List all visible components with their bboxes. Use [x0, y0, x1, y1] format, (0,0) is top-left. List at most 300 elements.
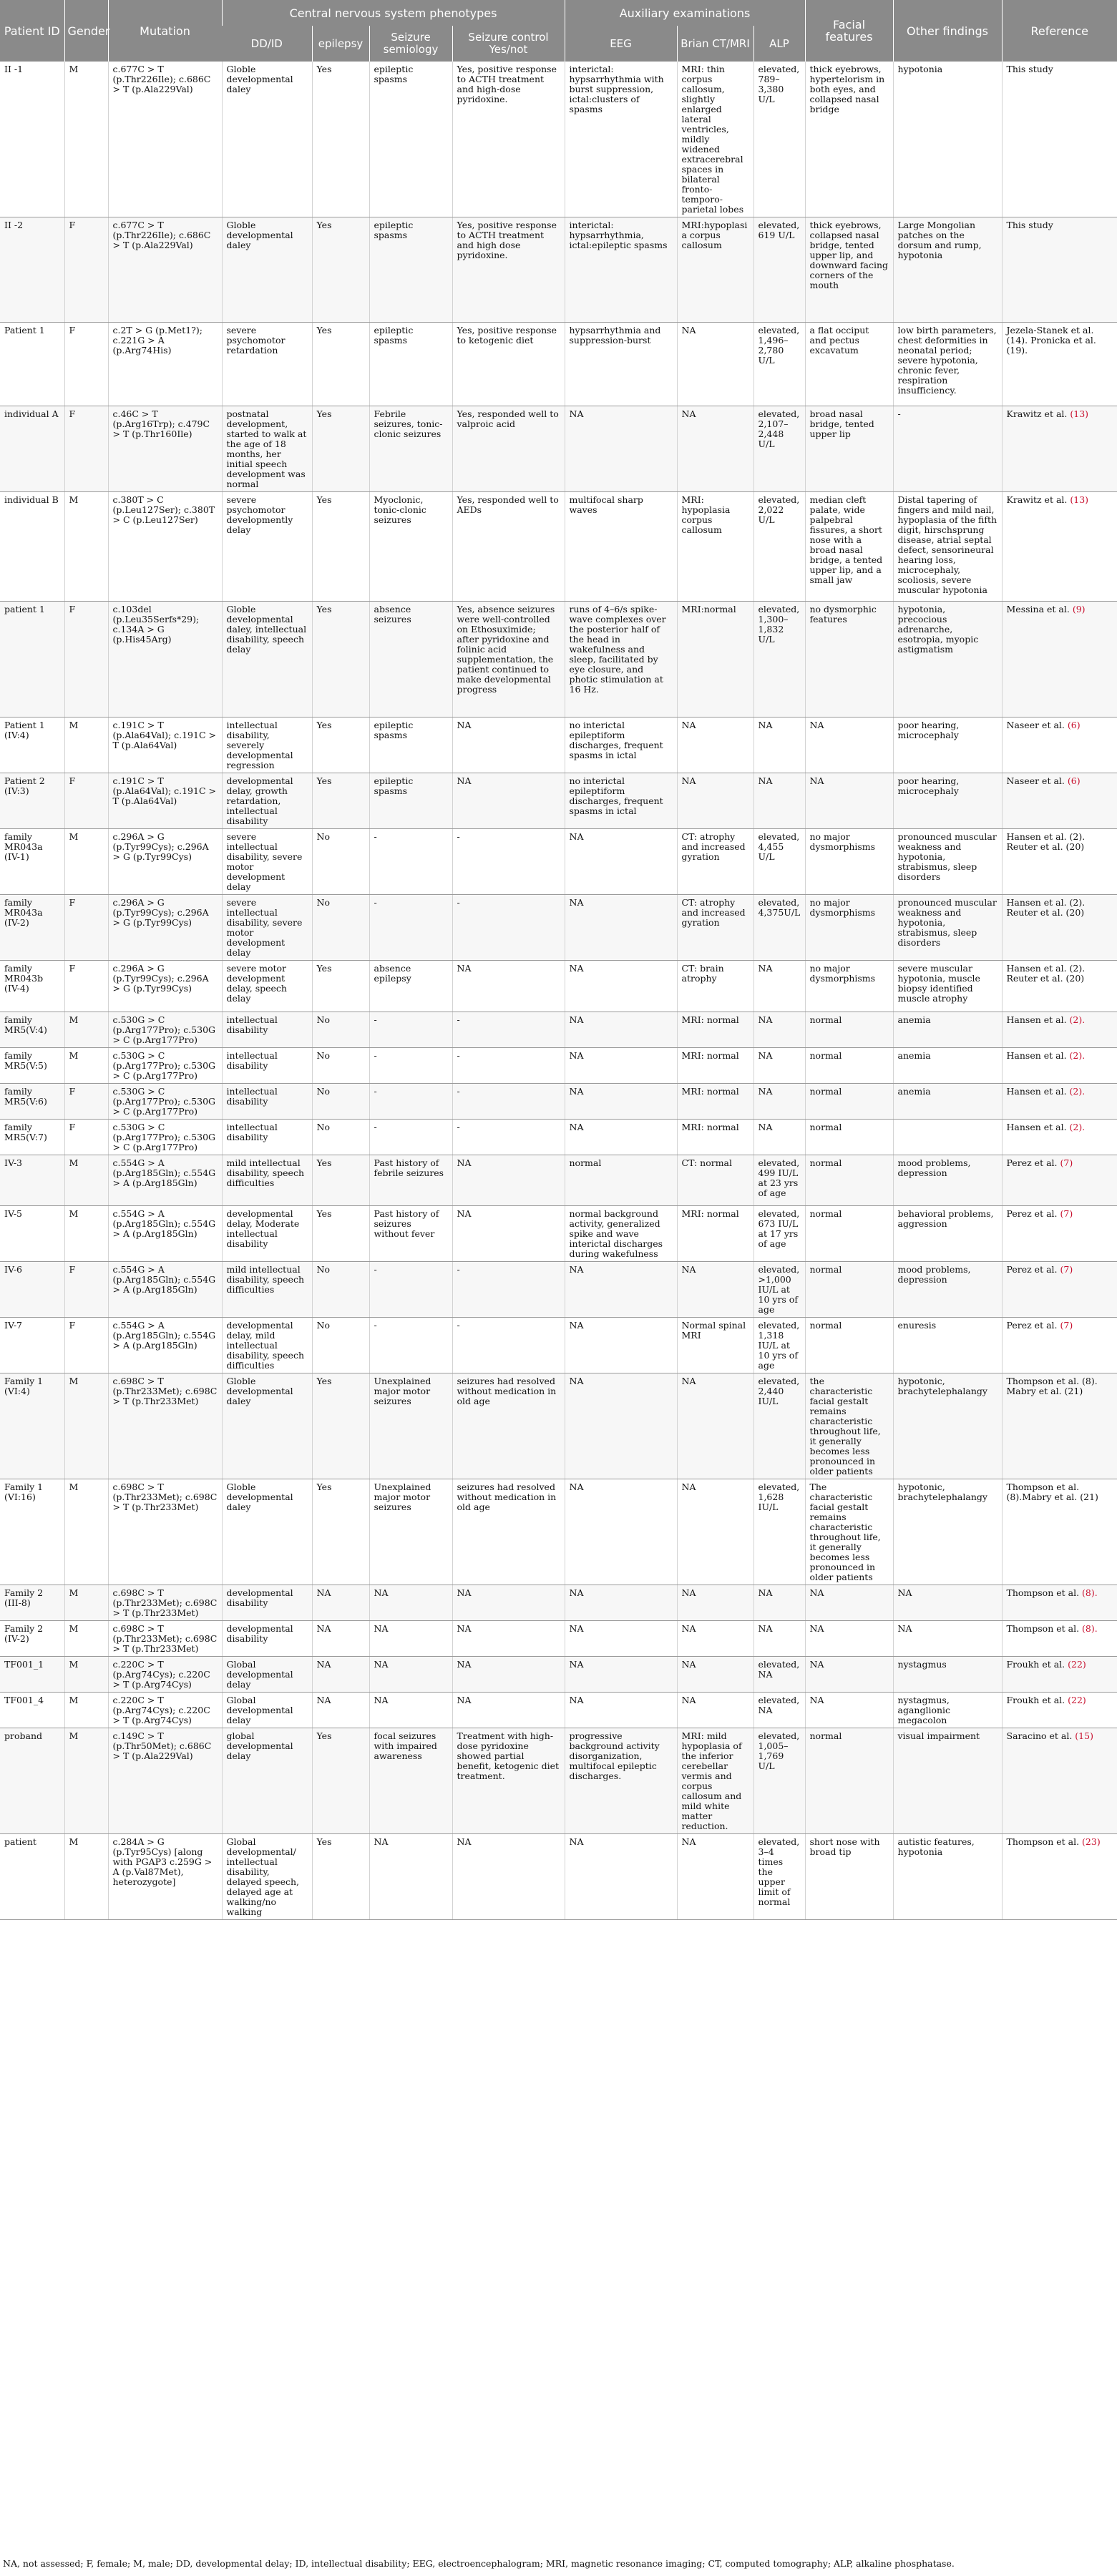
cell-reference — [1002, 961, 1117, 1012]
cell-id: proband — [0, 1728, 64, 1834]
header-other: Other findings — [893, 0, 1002, 62]
cell-id: Patient 2 (IV:3) — [0, 773, 64, 829]
cell-semiology: epileptic spasms — [369, 62, 452, 217]
table-row — [0, 1585, 1117, 1621]
table-row — [0, 1206, 1117, 1262]
table-row — [0, 1373, 1117, 1479]
cell-mutation: c.677C > T (p.Thr226Ile); c.686C > T (p.Ala229Val) — [108, 217, 222, 323]
reference-citation-link[interactable]: (13) — [1070, 408, 1089, 419]
cell-id: Family 1 (VI:16) — [0, 1479, 64, 1585]
reference-text: Froukh et al. — [1006, 1695, 1065, 1705]
cell-id: IV-7 — [0, 1318, 64, 1373]
reference-text: Jezela-Stanek et al. (14). Pronicka et al. (19). — [1006, 325, 1096, 356]
cell-brain: CT: atrophy and increased gyration — [677, 829, 753, 895]
cell-semiology: - — [369, 1084, 452, 1120]
cell-other: visual impairment — [893, 1728, 1002, 1834]
cell-other: anemia — [893, 1012, 1002, 1048]
cell-facial: normal — [805, 1262, 893, 1318]
header-ddid: DD/ID — [222, 26, 312, 62]
cell-ddid: Globle developmental daley — [222, 1373, 312, 1479]
cell-control: seizures had resolved without medication in old age — [452, 1373, 565, 1479]
cell-other: - — [893, 406, 1002, 492]
cell-id: individual A — [0, 406, 64, 492]
cell-epilepsy: Yes — [312, 1479, 369, 1585]
reference-citation-link[interactable]: (2). — [1069, 1014, 1086, 1025]
cell-alp: NA — [753, 718, 805, 773]
cell-alp: NA — [753, 773, 805, 829]
cell-facial: NA — [805, 1657, 893, 1693]
cell-ddid: intellectual disability, severely developmental regression — [222, 718, 312, 773]
cell-semiology: NA — [369, 1585, 452, 1621]
reference-citation-link[interactable]: (2). — [1069, 1122, 1086, 1132]
cell-reference — [1002, 718, 1117, 773]
cell-eeg: NA — [565, 1262, 677, 1318]
cell-id: family MR5(V:5) — [0, 1048, 64, 1084]
table-row — [0, 323, 1117, 406]
cell-gender: M — [64, 1621, 108, 1657]
header-alp: ALP — [753, 26, 805, 62]
cell-alp: elevated, 3–4 times the upper limit of normal — [753, 1834, 805, 1920]
reference-text: Perez et al. — [1006, 1320, 1058, 1331]
cell-eeg: NA — [565, 406, 677, 492]
cell-reference — [1002, 1373, 1117, 1479]
cell-other — [893, 1120, 1002, 1155]
table-row — [0, 1084, 1117, 1120]
cell-ddid: intellectual disability — [222, 1012, 312, 1048]
cell-control: Yes, responded well to AEDs — [452, 492, 565, 602]
reference-text: Hansen et al. — [1006, 1122, 1067, 1132]
table-body — [0, 62, 1117, 1920]
reference-citation-link[interactable]: (8). — [1082, 1623, 1098, 1634]
cell-semiology: NA — [369, 1834, 452, 1920]
cell-mutation: c.296A > G (p.Tyr99Cys); c.296A > G (p.Tyr99Cys) — [108, 895, 222, 961]
cell-gender: F — [64, 1084, 108, 1120]
cell-eeg: multifocal sharp waves — [565, 492, 677, 602]
cell-mutation: c.46C > T (p.Arg16Trp); c.479C > T (p.Thr160Ile) — [108, 406, 222, 492]
reference-text: Hansen et al. — [1006, 1050, 1067, 1061]
cell-semiology: - — [369, 1262, 452, 1318]
cell-id: IV-3 — [0, 1155, 64, 1206]
cell-alp: elevated, 4,455 U/L — [753, 829, 805, 895]
reference-citation-link[interactable]: (22) — [1068, 1695, 1086, 1705]
reference-text: Saracino et al. — [1006, 1730, 1073, 1741]
header-mutation: Mutation — [108, 0, 222, 62]
cell-facial: NA — [805, 718, 893, 773]
cell-reference — [1002, 602, 1117, 718]
cell-eeg: interictal: hypsarrhythmia, ictal:epileptic spasms — [565, 217, 677, 323]
cell-other: nystagmus — [893, 1657, 1002, 1693]
cell-reference — [1002, 1084, 1117, 1120]
cell-eeg: NA — [565, 1693, 677, 1728]
cell-mutation: c.698C > T (p.Thr233Met); c.698C > T (p.Thr233Met) — [108, 1621, 222, 1657]
cell-reference — [1002, 1621, 1117, 1657]
cell-mutation: c.698C > T (p.Thr233Met); c.698C > T (p.Thr233Met) — [108, 1585, 222, 1621]
reference-text: Krawitz et al. — [1006, 408, 1068, 419]
cell-semiology: - — [369, 1318, 452, 1373]
reference-text: Hansen et al. — [1006, 1014, 1067, 1025]
cell-control: - — [452, 1318, 565, 1373]
reference-citation-link[interactable]: (8). — [1082, 1587, 1098, 1598]
reference-citation-link[interactable]: (9) — [1072, 604, 1086, 614]
cell-ddid: developmental delay, mild intellectual disability, speech difficulties — [222, 1318, 312, 1373]
cell-gender: M — [64, 1012, 108, 1048]
reference-citation-link[interactable]: (6) — [1067, 720, 1081, 730]
cell-epilepsy: No — [312, 829, 369, 895]
cell-control: NA — [452, 1657, 565, 1693]
cell-other: poor hearing, microcephaly — [893, 773, 1002, 829]
cell-brain: Normal spinal MRI — [677, 1318, 753, 1373]
cell-gender: M — [64, 1206, 108, 1262]
cell-eeg: NA — [565, 1479, 677, 1585]
cell-alp: elevated, NA — [753, 1657, 805, 1693]
cell-control: Yes, responded well to valproic acid — [452, 406, 565, 492]
cell-id: individual B — [0, 492, 64, 602]
cell-other: NA — [893, 1621, 1002, 1657]
cell-facial: thick eyebrows, hypertelorism in both eyes, and collapsed nasal bridge — [805, 62, 893, 217]
cell-brain: NA — [677, 1834, 753, 1920]
cell-brain: MRI:normal — [677, 602, 753, 718]
cell-ddid: Global developmental/ intellectual disability, delayed speech, delayed age at walking/no walking — [222, 1834, 312, 1920]
cell-brain: CT: brain atrophy — [677, 961, 753, 1012]
cell-brain: MRI: mild hypoplasia of the inferior cerebellar vermis and corpus callosum and mild white matter reduction. — [677, 1728, 753, 1834]
cell-alp: elevated, 2,440 IU/L — [753, 1373, 805, 1479]
cell-control: - — [452, 1012, 565, 1048]
cell-epilepsy: Yes — [312, 1834, 369, 1920]
cell-alp: elevated, 1,005–1,769 U/L — [753, 1728, 805, 1834]
cell-brain: NA — [677, 718, 753, 773]
cell-facial: the characteristic facial gestalt remains characteristic throughout life, it generally becomes less pronounced in older patients — [805, 1373, 893, 1479]
cell-control: NA — [452, 1585, 565, 1621]
cell-other: enuresis — [893, 1318, 1002, 1373]
reference-citation-link[interactable]: (15) — [1075, 1730, 1093, 1741]
table-footnote: NA, not assessed; F, female; M, male; DD, developmental delay; ID, intellectual disability; EEG, electroencephalogram; MRI, magnetic resonance imaging; CT, computed tomography; ALP, alkaline phosphatase. — [3, 2558, 955, 2569]
cell-eeg: NA — [565, 1012, 677, 1048]
cell-epilepsy: Yes — [312, 1206, 369, 1262]
cell-eeg: normal — [565, 1155, 677, 1206]
cell-id: Patient 1 (IV:4) — [0, 718, 64, 773]
reference-text: Perez et al. — [1006, 1208, 1058, 1219]
cell-semiology: Myoclonic, tonic-clonic seizures — [369, 492, 452, 602]
cell-gender: F — [64, 961, 108, 1012]
cell-gender: M — [64, 492, 108, 602]
header-facial: Facial features — [805, 0, 893, 62]
reference-citation-link[interactable]: (13) — [1070, 494, 1089, 505]
table-row — [0, 1262, 1117, 1318]
cell-mutation: c.530G > C (p.Arg177Pro); c.530G > C (p.Arg177Pro) — [108, 1120, 222, 1155]
cell-brain: MRI: normal — [677, 1206, 753, 1262]
cell-brain: MRI: normal — [677, 1084, 753, 1120]
cell-eeg: runs of 4–6/s spike-wave complexes over the posterior half of the head in wakefulness and sleep, facilitated by eye closure, and photic stimulation at 16 Hz. — [565, 602, 677, 718]
cell-other: pronounced muscular weakness and hypotonia, strabismus, sleep disorders — [893, 829, 1002, 895]
cell-gender: M — [64, 1728, 108, 1834]
header-aux-group: Auxiliary examinations — [565, 0, 805, 26]
cell-alp: NA — [753, 961, 805, 1012]
cell-alp: elevated, 499 IU/L at 23 yrs of age — [753, 1155, 805, 1206]
cell-mutation: c.554G > A (p.Arg185Gln); c.554G > A (p.Arg185Gln) — [108, 1155, 222, 1206]
cell-mutation: c.530G > C (p.Arg177Pro); c.530G > C (p.Arg177Pro) — [108, 1084, 222, 1120]
cell-reference — [1002, 1048, 1117, 1084]
cell-reference — [1002, 217, 1117, 323]
cell-ddid: severe intellectual disability, severe motor development delay — [222, 895, 312, 961]
table-row — [0, 1728, 1117, 1834]
cell-eeg: interictal: hypsarrhythmia with burst suppression, ictal:clusters of spasms — [565, 62, 677, 217]
cell-ddid: intellectual disability — [222, 1048, 312, 1084]
cell-gender: F — [64, 895, 108, 961]
cell-epilepsy: Yes — [312, 773, 369, 829]
cell-gender: M — [64, 1693, 108, 1728]
cell-gender: M — [64, 1834, 108, 1920]
cell-eeg: NA — [565, 1120, 677, 1155]
reference-citation-link[interactable]: (2). — [1069, 1086, 1086, 1097]
cell-semiology: NA — [369, 1657, 452, 1693]
cell-mutation: c.698C > T (p.Thr233Met); c.698C > T (p.Thr233Met) — [108, 1373, 222, 1479]
table-row — [0, 1657, 1117, 1693]
cell-epilepsy: Yes — [312, 1373, 369, 1479]
cell-other: anemia — [893, 1048, 1002, 1084]
cell-gender: F — [64, 1120, 108, 1155]
cell-id: family MR043a (IV-2) — [0, 895, 64, 961]
header-eeg: EEG — [565, 26, 677, 62]
cell-other: NA — [893, 1585, 1002, 1621]
cell-other: mood problems, depression — [893, 1155, 1002, 1206]
reference-citation-link[interactable]: (2). — [1069, 1050, 1086, 1061]
cell-alp: elevated, 1,300–1,832 U/L — [753, 602, 805, 718]
cell-epilepsy: Yes — [312, 1728, 369, 1834]
reference-citation-link[interactable]: (7) — [1060, 1320, 1073, 1331]
table-row — [0, 1693, 1117, 1728]
cell-alp: NA — [753, 1585, 805, 1621]
cell-epilepsy: No — [312, 1012, 369, 1048]
cell-ddid: intellectual disability — [222, 1120, 312, 1155]
table-row — [0, 492, 1117, 602]
cell-epilepsy: No — [312, 1262, 369, 1318]
reference-text: Perez et al. — [1006, 1264, 1058, 1275]
cell-alp: elevated, 619 U/L — [753, 217, 805, 323]
cell-reference — [1002, 1120, 1117, 1155]
cell-epilepsy: Yes — [312, 217, 369, 323]
cell-eeg: NA — [565, 1373, 677, 1479]
cell-brain: NA — [677, 1262, 753, 1318]
cell-ddid: Globle developmental daley — [222, 217, 312, 323]
cell-control: Treatment with high-dose pyridoxine showed partial benefit, ketogenic diet treatment. — [452, 1728, 565, 1834]
cell-other: autistic features, hypotonia — [893, 1834, 1002, 1920]
cell-mutation: c.220C > T (p.Arg74Cys); c.220C > T (p.Arg74Cys) — [108, 1657, 222, 1693]
table-row — [0, 1048, 1117, 1084]
reference-citation-link[interactable]: (7) — [1060, 1157, 1073, 1168]
cell-facial: The characteristic facial gestalt remains characteristic throughout life, it generally becomes less pronounced in older patients — [805, 1479, 893, 1585]
reference-text: Perez et al. — [1006, 1157, 1058, 1168]
cell-alp: elevated, 1,496–2,780 U/L — [753, 323, 805, 406]
cell-alp: NA — [753, 1621, 805, 1657]
reference-text: Thompson et al. (8).Mabry et al. (21) — [1006, 1482, 1098, 1502]
header-cns-group: Central nervous system phenotypes — [222, 0, 565, 26]
cell-ddid: mild intellectual disability, speech difficulties — [222, 1155, 312, 1206]
cell-mutation: c.220C > T (p.Arg74Cys); c.220C > T (p.Arg74Cys) — [108, 1693, 222, 1728]
cell-facial: normal — [805, 1120, 893, 1155]
cell-facial: normal — [805, 1318, 893, 1373]
cell-mutation: c.677C > T (p.Thr226Ile); c.686C > T (p.Ala229Val) — [108, 62, 222, 217]
cell-eeg: hypsarrhythmia and suppression-burst — [565, 323, 677, 406]
cell-eeg: NA — [565, 961, 677, 1012]
cell-control: NA — [452, 961, 565, 1012]
cell-gender: M — [64, 1155, 108, 1206]
cell-ddid: Globle developmental daley — [222, 62, 312, 217]
cell-epilepsy: Yes — [312, 961, 369, 1012]
cell-ddid: severe psychomotor retardation — [222, 323, 312, 406]
reference-text: Hansen et al. (2). Reuter et al. (20) — [1006, 963, 1086, 984]
cell-mutation: c.191C > T (p.Ala64Val); c.191C > T (p.Ala64Val) — [108, 773, 222, 829]
cell-gender: F — [64, 1318, 108, 1373]
reference-text: Krawitz et al. — [1006, 494, 1068, 505]
cell-ddid: intellectual disability — [222, 1084, 312, 1120]
cell-other: anemia — [893, 1084, 1002, 1120]
cell-mutation: c.2T > G (p.Met1?); c.221G > A (p.Arg74His) — [108, 323, 222, 406]
table-row — [0, 829, 1117, 895]
table-row — [0, 1834, 1117, 1920]
cell-control: Yes, positive response to ACTH treatment and high-dose pyridoxine. — [452, 62, 565, 217]
cell-gender: F — [64, 773, 108, 829]
cell-ddid: postnatal development, started to walk at the age of 18 months, her initial speech development was normal — [222, 406, 312, 492]
cell-control: Yes, absence seizures were well-controlled on Ethosuximide; after pyridoxine and folinic acid supplementation, the patient continued to make developmental progress — [452, 602, 565, 718]
cell-reference — [1002, 1318, 1117, 1373]
cell-brain: MRI: normal — [677, 1012, 753, 1048]
cell-id: IV-6 — [0, 1262, 64, 1318]
cell-brain: MRI:hypoplasia corpus callosum — [677, 217, 753, 323]
cell-brain: MRI: hypoplasia corpus callosum — [677, 492, 753, 602]
cell-epilepsy: NA — [312, 1585, 369, 1621]
cell-semiology: NA — [369, 1621, 452, 1657]
cell-epilepsy: No — [312, 1120, 369, 1155]
cell-mutation: c.530G > C (p.Arg177Pro); c.530G > C (p.Arg177Pro) — [108, 1012, 222, 1048]
cell-semiology: focal seizures with impaired awareness — [369, 1728, 452, 1834]
cell-eeg: NA — [565, 1621, 677, 1657]
cell-ddid: Globle developmental daley — [222, 1479, 312, 1585]
cell-reference — [1002, 62, 1117, 217]
cell-semiology: Past history of seizures without fever — [369, 1206, 452, 1262]
cell-reference — [1002, 1206, 1117, 1262]
cell-facial: NA — [805, 773, 893, 829]
cell-reference — [1002, 1657, 1117, 1693]
reference-citation-link[interactable]: (7) — [1060, 1208, 1073, 1219]
cell-reference — [1002, 1262, 1117, 1318]
cell-control: NA — [452, 1621, 565, 1657]
table-row — [0, 406, 1117, 492]
cell-gender: M — [64, 1373, 108, 1479]
cell-alp: elevated, 789–3,380 U/L — [753, 62, 805, 217]
cell-semiology: - — [369, 1012, 452, 1048]
cell-brain: NA — [677, 1693, 753, 1728]
cell-semiology: - — [369, 1048, 452, 1084]
cell-brain: CT: atrophy and increased gyration — [677, 895, 753, 961]
cell-eeg: NA — [565, 895, 677, 961]
cell-facial: broad nasal bridge, tented upper lip — [805, 406, 893, 492]
cell-facial: normal — [805, 1155, 893, 1206]
cell-mutation: c.554G > A (p.Arg185Gln); c.554G > A (p.Arg185Gln) — [108, 1318, 222, 1373]
cell-semiology: epileptic spasms — [369, 718, 452, 773]
cell-ddid: severe motor development delay, speech delay — [222, 961, 312, 1012]
cell-facial: no major dysmorphisms — [805, 961, 893, 1012]
cell-facial: normal — [805, 1728, 893, 1834]
cell-control: - — [452, 895, 565, 961]
reference-citation-link[interactable]: (6) — [1067, 775, 1081, 786]
cell-id: II -2 — [0, 217, 64, 323]
cell-eeg: NA — [565, 829, 677, 895]
reference-text: Hansen et al. — [1006, 1086, 1067, 1097]
cell-eeg: NA — [565, 1585, 677, 1621]
reference-text: Hansen et al. (2). Reuter et al. (20) — [1006, 831, 1086, 852]
cell-ddid: severe psychomotor developmently delay — [222, 492, 312, 602]
cell-semiology: Unexplained major motor seizures — [369, 1479, 452, 1585]
cell-reference — [1002, 1834, 1117, 1920]
cell-id: patient — [0, 1834, 64, 1920]
cell-alp: elevated, 4,375U/L — [753, 895, 805, 961]
table-header — [0, 0, 1117, 62]
cell-brain: NA — [677, 406, 753, 492]
cell-semiology: absence epilepsy — [369, 961, 452, 1012]
cell-facial: normal — [805, 1012, 893, 1048]
cell-epilepsy: NA — [312, 1621, 369, 1657]
cell-id: Family 2 (IV-2) — [0, 1621, 64, 1657]
cell-facial: NA — [805, 1693, 893, 1728]
table-row — [0, 62, 1117, 217]
cell-alp: NA — [753, 1048, 805, 1084]
header-control: Seizure control Yes/not — [452, 26, 565, 62]
cell-brain: MRI: thin corpus callosum, slightly enlarged lateral ventricles, mildly widened extracerebral spaces in bilateral fronto-temporo-parietal lobes — [677, 62, 753, 217]
cell-mutation: c.191C > T (p.Ala64Val); c.191C > T (p.Ala64Val) — [108, 718, 222, 773]
cell-other: pronounced muscular weakness and hypotonia, strabismus, sleep disorders — [893, 895, 1002, 961]
cell-ddid: developmental delay, growth retardation, intellectual disability — [222, 773, 312, 829]
cell-brain: NA — [677, 773, 753, 829]
reference-citation-link[interactable]: (22) — [1068, 1659, 1086, 1670]
cell-facial: no dysmorphic features — [805, 602, 893, 718]
table-row — [0, 1621, 1117, 1657]
cell-other: behavioral problems, aggression — [893, 1206, 1002, 1262]
cell-epilepsy: Yes — [312, 323, 369, 406]
cell-semiology: Unexplained major motor seizures — [369, 1373, 452, 1479]
cell-facial: NA — [805, 1621, 893, 1657]
cell-ddid: Globle developmental daley, intellectual disability, speech delay — [222, 602, 312, 718]
header-brain: Brian CT/MRI — [677, 26, 753, 62]
cell-control: Yes, positive response to ketogenic diet — [452, 323, 565, 406]
cell-ddid: developmental disability — [222, 1621, 312, 1657]
cell-id: patient 1 — [0, 602, 64, 718]
cell-semiology: NA — [369, 1693, 452, 1728]
cell-alp: elevated, 2,022 U/L — [753, 492, 805, 602]
cell-control: - — [452, 1084, 565, 1120]
cell-other: Distal tapering of fingers and mild nail, hypoplasia of the fifth digit, hirschsprung disease, atrial septal defect, sensorineural hearing loss, microcephaly, scoliosis, severe muscular hypotonia — [893, 492, 1002, 602]
cell-eeg: NA — [565, 1048, 677, 1084]
cell-epilepsy: Yes — [312, 1155, 369, 1206]
cell-alp: elevated, NA — [753, 1693, 805, 1728]
cell-gender: F — [64, 602, 108, 718]
cell-other: hypotonic, brachytelephalangy — [893, 1373, 1002, 1479]
cell-eeg: no interictal epileptiform discharges, frequent spasms in ictal — [565, 773, 677, 829]
cell-control: NA — [452, 718, 565, 773]
cell-eeg: normal background activity, generalized spike and wave interictal discharges during wakefulness — [565, 1206, 677, 1262]
cell-reference — [1002, 492, 1117, 602]
header-epilepsy: epilepsy — [312, 26, 369, 62]
reference-citation-link[interactable]: (23) — [1082, 1836, 1101, 1847]
cell-epilepsy: No — [312, 1318, 369, 1373]
cell-gender: F — [64, 217, 108, 323]
cell-eeg: NA — [565, 1657, 677, 1693]
reference-text: Messina et al. — [1006, 604, 1070, 614]
cell-id: family MR5(V:7) — [0, 1120, 64, 1155]
reference-citation-link[interactable]: (7) — [1060, 1264, 1073, 1275]
cell-brain: NA — [677, 1479, 753, 1585]
cell-eeg: progressive background activity disorganization, multifocal epileptic discharges. — [565, 1728, 677, 1834]
table-row — [0, 718, 1117, 773]
